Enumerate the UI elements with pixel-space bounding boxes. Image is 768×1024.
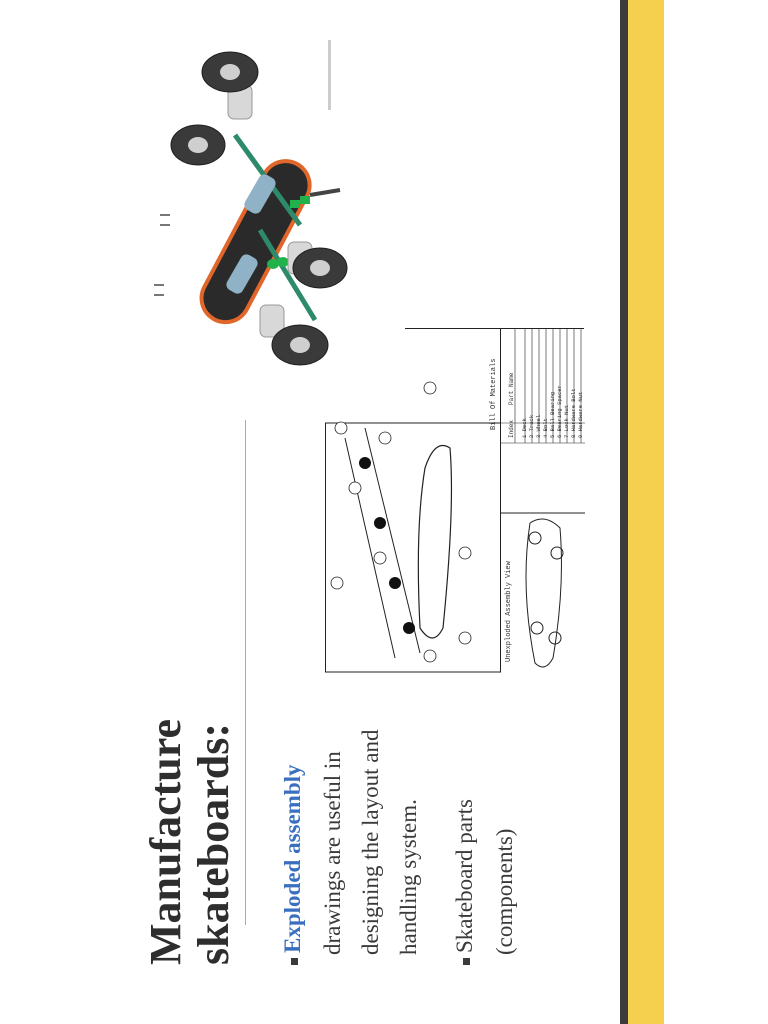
bullet-1-line: handling system. (396, 799, 421, 955)
bom-row: 5 Ball Bearing (549, 391, 556, 438)
bullet-1-highlight: Exploded assembly (280, 764, 305, 953)
technical-drawing (325, 328, 585, 673)
side-band-yellow (628, 0, 664, 1024)
slide-title-line-1: Manufacture (141, 718, 190, 965)
bullet-2-first-line (452, 799, 478, 965)
bom-row: 1 Deck (521, 418, 528, 438)
bullet-marker (291, 958, 298, 965)
bom-row: 4 Bolt (542, 418, 549, 438)
slide-title-line-2: skateboards: (189, 722, 238, 965)
bullet-2-line: (components) (492, 828, 517, 955)
bullet-1-line: drawings are useful in (320, 751, 345, 955)
bullet-marker (463, 958, 470, 965)
bom-row: 3 Wheel (535, 414, 542, 438)
side-band-dark (620, 0, 628, 1024)
bullet-1-first-line (280, 764, 306, 965)
bom-row: 7 Lock Nut (563, 404, 570, 438)
bom-row: 8 Hardware Bolt (570, 388, 577, 438)
bom-header-index: Index (508, 419, 515, 438)
bullet-1-line: designing the layout and (358, 729, 383, 955)
bullet-2-text: Skateboard parts (452, 799, 477, 953)
unexploded-view-label: Unexploded Assembly View (505, 561, 513, 662)
bom-row: 9 Hardware Nut (577, 391, 584, 438)
bom-header-part-name: Part Name (508, 372, 515, 405)
divider-rule (245, 420, 246, 925)
bom-title: Bill Of Materials (490, 358, 498, 430)
bom-row: 2 Truck (528, 414, 535, 438)
bom-row: 6 Bearing Spacer (556, 385, 563, 438)
